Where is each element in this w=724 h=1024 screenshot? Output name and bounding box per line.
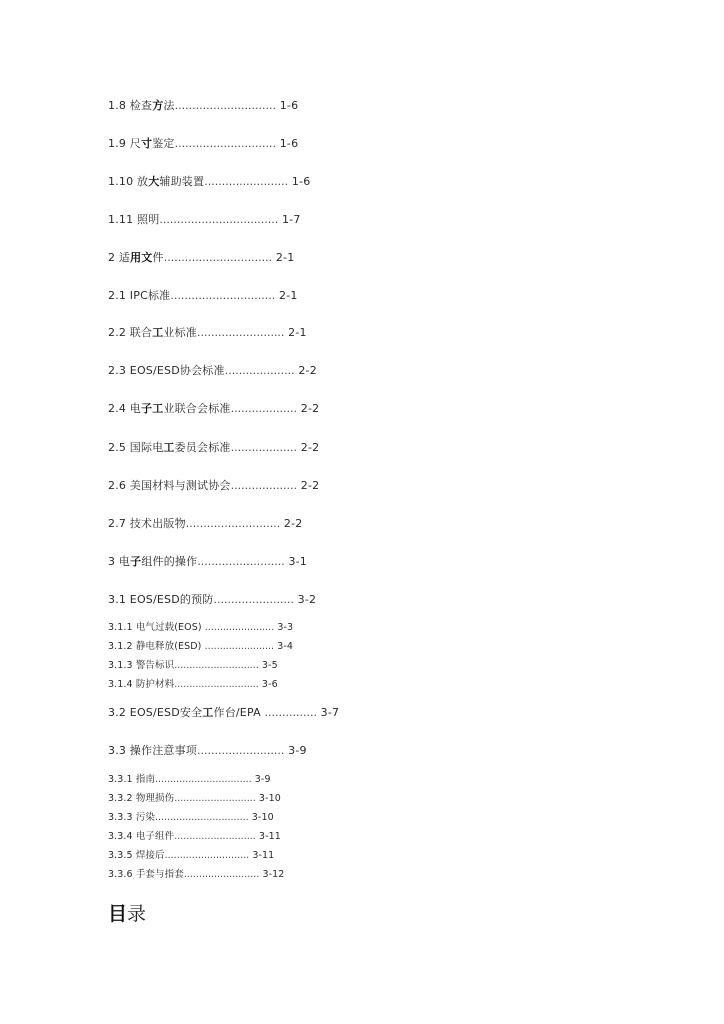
toc-num: 3.3.6 — [108, 869, 133, 880]
toc-num: 2.3 — [108, 364, 127, 377]
toc-entry[interactable]: 2.1 IPC标准.............................. 2-1 — [108, 289, 298, 302]
toc-entry[interactable]: 3 电子组件的操作......................... 3-1 — [108, 555, 308, 568]
toc-num: 2.1 — [108, 289, 127, 302]
toc-num: 1.8 — [108, 99, 127, 112]
toc-num: 2.6 — [108, 479, 127, 492]
toc-page: 3-3 — [277, 622, 294, 633]
toc-entry[interactable]: 2.7 技术出版物........................... 2-2 — [108, 517, 303, 530]
toc-entry[interactable]: 2.5 国际电工委员会标准................... 2-2 — [108, 441, 320, 454]
toc-num: 3.3.5 — [108, 850, 133, 861]
toc-num: 3.2 — [108, 706, 127, 719]
toc-subentry[interactable]: 3.3.4 电子组件........................... 3-11 — [108, 831, 281, 842]
toc-leader: ........................... — [174, 831, 256, 842]
toc-leader: ............................... — [163, 251, 273, 264]
toc-leader: ................... — [230, 441, 298, 454]
toc-leader: ....................... — [204, 641, 275, 652]
toc-leader: ............... — [264, 706, 317, 719]
toc-num: 3 — [108, 555, 116, 568]
toc-leader: ............................ — [174, 660, 259, 671]
toc-num: 3.1 — [108, 593, 127, 606]
toc-num: 3.1.1 — [108, 622, 133, 633]
toc-entry[interactable]: 1.9 尺寸鉴定............................. 1-6 — [108, 137, 299, 150]
toc-page: 3-2 — [297, 593, 317, 606]
toc-num: 3.3 — [108, 744, 127, 757]
toc-num: 2.2 — [108, 326, 127, 339]
toc-num: 2.4 — [108, 402, 127, 415]
toc-subentry[interactable]: 3.1.4 防护材料............................ 3-6 — [108, 679, 278, 690]
toc-leader: ................... — [230, 479, 298, 492]
toc-page: 2-2 — [298, 364, 317, 377]
toc-subentry[interactable]: 3.1.1 电气过载(EOS) ....................... 3-3 — [108, 622, 294, 633]
toc-page: 3-9 — [254, 774, 271, 785]
toc-page: 2-2 — [300, 441, 320, 454]
toc-page: 1-6 — [291, 175, 311, 188]
toc-subentry[interactable]: 3.1.2 静电释放(ESD) ....................... 3-4 — [108, 641, 294, 652]
toc-num: 1.11 — [108, 213, 134, 226]
toc-leader: .............................. — [170, 289, 276, 302]
toc-num: 3.3.2 — [108, 793, 133, 804]
toc-num: 3.3.3 — [108, 812, 133, 823]
toc-page: 2-1 — [288, 326, 307, 339]
toc-page: 3-10 — [258, 793, 281, 804]
toc-leader: .................... — [224, 364, 295, 377]
toc-subentry[interactable]: 3.1.3 警告标识............................ 3-5 — [108, 660, 278, 671]
toc-leader: ................... — [230, 402, 298, 415]
toc-num: 2 — [108, 251, 116, 264]
toc-leader: ............................ — [174, 679, 259, 690]
toc-num: 3.3.1 — [108, 774, 133, 785]
toc-leader: ......................... — [183, 869, 260, 880]
toc-num: 1.10 — [108, 175, 134, 188]
toc-num: 3.1.3 — [108, 660, 133, 671]
toc-subentry[interactable]: 3.3.1 指南................................ 3-9 — [108, 774, 271, 785]
toc-entry[interactable]: 2.4 电子工业联合会标准................... 2-2 — [108, 402, 320, 415]
toc-entry[interactable]: 3.1 EOS/ESD的预防....................... 3-2 — [108, 593, 317, 606]
toc-num: 3.1.2 — [108, 641, 133, 652]
toc-entry[interactable]: 2.2 联合工业标准......................... 2-1 — [108, 326, 307, 339]
toc-page: 2-2 — [300, 402, 320, 415]
toc-leader: ....................... — [213, 593, 294, 606]
toc-page: 2-1 — [275, 251, 295, 264]
toc-page: 3-9 — [288, 744, 307, 757]
toc-page: 1-7 — [282, 213, 301, 226]
toc-num: 3.3.4 — [108, 831, 133, 842]
toc-page: 3-7 — [320, 706, 340, 719]
toc-entry[interactable]: 1.10 放大辅助装置........................ 1-6 — [108, 175, 311, 188]
toc-subentry[interactable]: 3.3.5 焊接后............................ 3-11 — [108, 850, 275, 861]
toc-leader: .................................. — [159, 213, 279, 226]
toc-leader: ............................. — [174, 137, 277, 150]
toc-page: 3-6 — [261, 679, 278, 690]
toc-subentry[interactable]: 3.3.6 手套与指套......................... 3-12 — [108, 869, 285, 880]
toc-leader: ................................ — [155, 774, 252, 785]
toc-entry[interactable]: 2.3 EOS/ESD协会标准.................... 2-2 — [108, 364, 317, 377]
toc-entry[interactable]: 1.8 检查方法............................. 1-6 — [108, 99, 299, 112]
toc-page: 3-11 — [258, 831, 281, 842]
toc-page: 2-1 — [278, 289, 298, 302]
toc-leader: ......................... — [197, 555, 285, 568]
toc-leader: ............................. — [174, 99, 277, 112]
toc-leader: ........................... — [185, 517, 281, 530]
toc-entry[interactable]: 2.6 美国材料与测试协会................... 2-2 — [108, 479, 320, 492]
toc-page: 1-6 — [279, 137, 299, 150]
page-title: 目录 — [108, 903, 147, 925]
toc-leader: ............................... — [155, 812, 249, 823]
toc-num: 2.5 — [108, 441, 127, 454]
toc-page: 3-5 — [261, 660, 278, 671]
toc-leader: ........................ — [204, 175, 289, 188]
toc-page: 3-4 — [277, 641, 294, 652]
toc-num: 2.7 — [108, 517, 127, 530]
toc-page: 3-12 — [262, 869, 285, 880]
toc-leader: ......................... — [197, 744, 285, 757]
toc-page: 2-2 — [300, 479, 320, 492]
toc-leader: ......................... — [197, 326, 285, 339]
toc-entry[interactable]: 1.11 照明.................................. 1-7 — [108, 213, 301, 226]
toc-page: 1-6 — [279, 99, 299, 112]
toc-entry[interactable]: 2 适用文件............................... 2-1 — [108, 251, 295, 264]
toc-page: 3-1 — [288, 555, 308, 568]
toc-entry[interactable]: 3.3 操作注意事项......................... 3-9 — [108, 744, 307, 757]
toc-leader: ............................ — [164, 850, 250, 861]
toc-subentry[interactable]: 3.3.2 物理损伤........................... 3-10 — [108, 793, 281, 804]
toc-entry[interactable]: 3.2 EOS/ESD安全工作台/EPA ............... 3-7 — [108, 706, 340, 719]
toc-leader: ....................... — [204, 622, 275, 633]
toc-page: 3-10 — [251, 812, 274, 823]
toc-num: 3.1.4 — [108, 679, 133, 690]
toc-page: 3-11 — [252, 850, 275, 861]
toc-page: 2-2 — [283, 517, 303, 530]
toc-num: 1.9 — [108, 137, 127, 150]
toc-leader: ........................... — [174, 793, 256, 804]
toc-subentry[interactable]: 3.3.3 污染............................... 3-10 — [108, 812, 274, 823]
